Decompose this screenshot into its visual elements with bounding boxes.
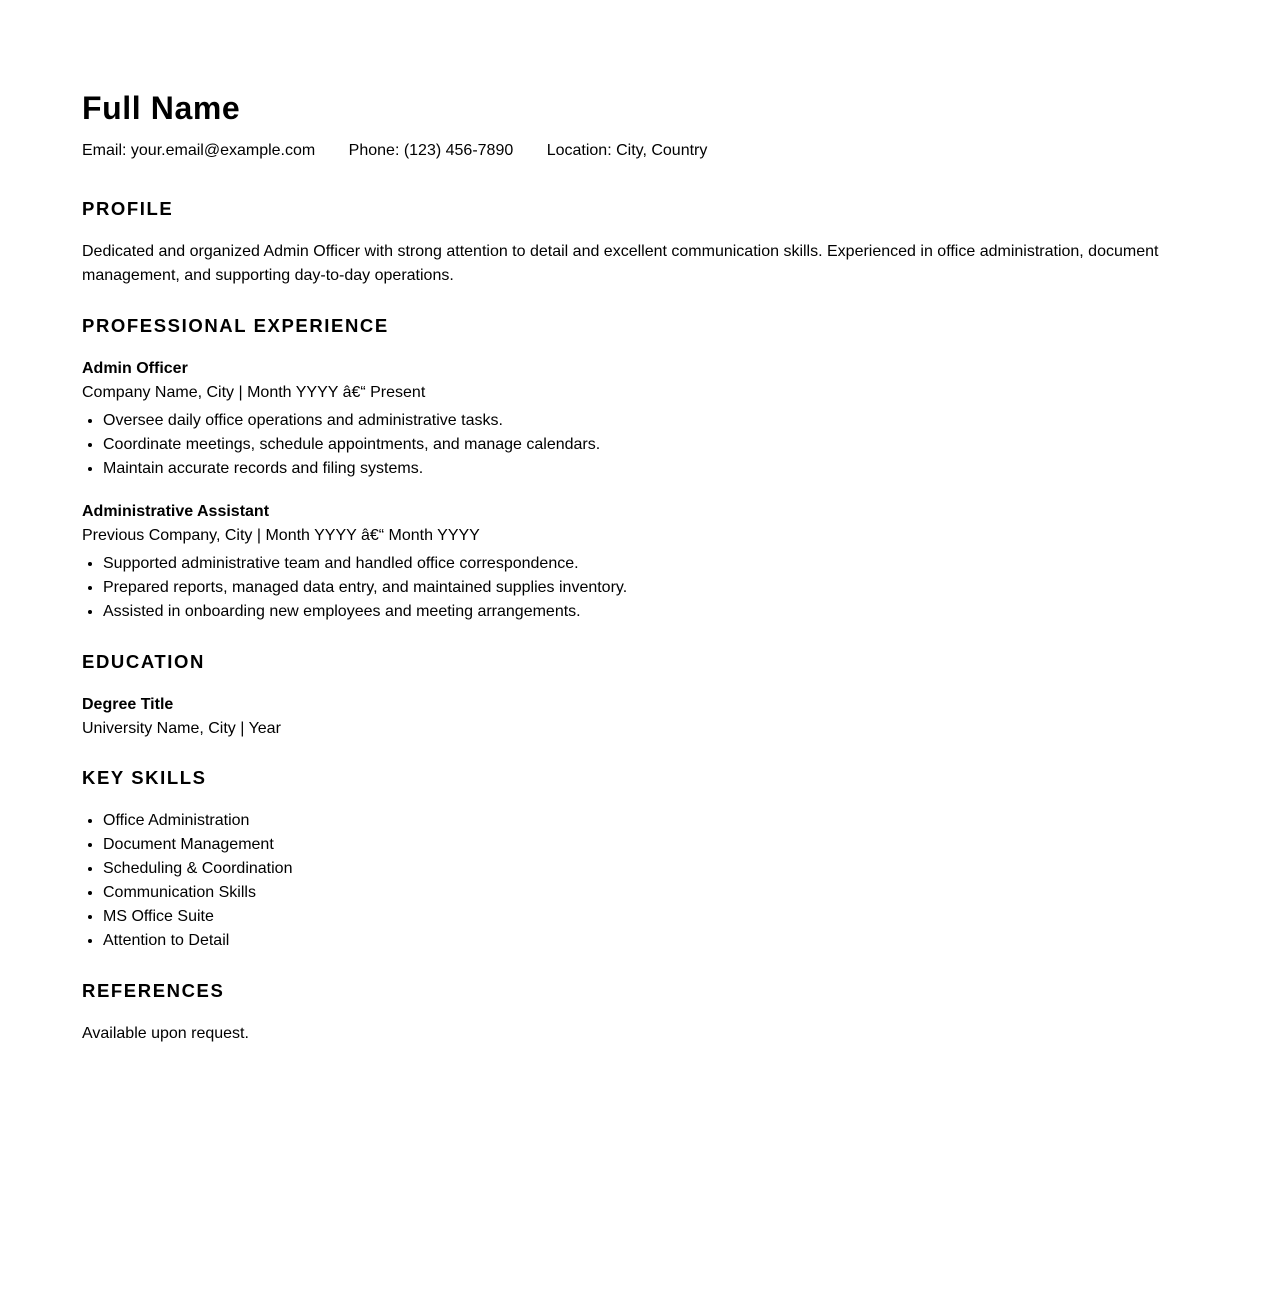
profile-section	[82, 240, 1168, 288]
contact-line	[82, 139, 736, 163]
job-bullets	[82, 409, 1168, 481]
job-role: Administrative Assistant	[82, 503, 270, 520]
job-meta: Company Name, City | Month YYYY â€“ Present	[82, 384, 426, 401]
job-meta: Previous Company, City | Month YYYY â€“ Month YYYY	[82, 527, 480, 544]
skill-item: • Scheduling & Coordination	[103, 857, 1168, 881]
skill-item: • Attention to Detail	[103, 929, 1168, 953]
contact-location: Location: City, Country	[546, 142, 708, 159]
section-title-profile: PROFILE	[82, 198, 174, 219]
contact-phone: Phone: (123) 456-7890	[348, 142, 514, 159]
section-title-education: EDUCATION	[82, 651, 205, 672]
skill-item: • Document Management	[103, 833, 1168, 857]
job-bullet: • Supported administrative team and handled office correspondence.	[103, 552, 1168, 576]
job-bullet: • Maintain accurate records and filing systems.	[103, 457, 1168, 481]
job-role: Admin Officer	[82, 360, 188, 377]
skill-item: • MS Office Suite	[103, 905, 1168, 929]
job-entry	[82, 357, 1168, 481]
education-meta: University Name, City | Year	[82, 720, 281, 737]
job-bullet: • Assisted in onboarding new employees and meeting arrangements.	[103, 600, 1168, 624]
skills-section	[82, 805, 1168, 953]
section-title-references: REFERENCES	[82, 980, 225, 1001]
skill-item: • Office Administration	[103, 809, 1168, 833]
skills-list	[82, 809, 1168, 953]
degree-title: Degree Title	[82, 696, 174, 713]
section-title-skills: KEY SKILLS	[82, 767, 207, 788]
section-title-experience: PROFESSIONAL EXPERIENCE	[82, 315, 389, 336]
job-bullet: • Coordinate meetings, schedule appointments, and manage calendars.	[103, 433, 1168, 457]
profile-text: Dedicated and organized Admin Officer with strong attention to detail and excellent communication skills. Experienced in office administration, document management, and supporting day-to-day operations.	[82, 243, 1159, 284]
skill-item: • Communication Skills	[103, 881, 1168, 905]
contact-email: Email: your.email@example.com	[82, 142, 316, 159]
references-section	[82, 1022, 1168, 1046]
references-text: Available upon request.	[82, 1025, 249, 1042]
education-entry	[82, 693, 1168, 741]
job-bullet: • Oversee daily office operations and administrative tasks.	[103, 409, 1168, 433]
job-entry	[82, 500, 1168, 624]
job-bullets	[82, 552, 1168, 624]
full-name: Full Name	[82, 90, 241, 126]
job-bullet: • Prepared reports, managed data entry, and maintained supplies inventory.	[103, 576, 1168, 600]
